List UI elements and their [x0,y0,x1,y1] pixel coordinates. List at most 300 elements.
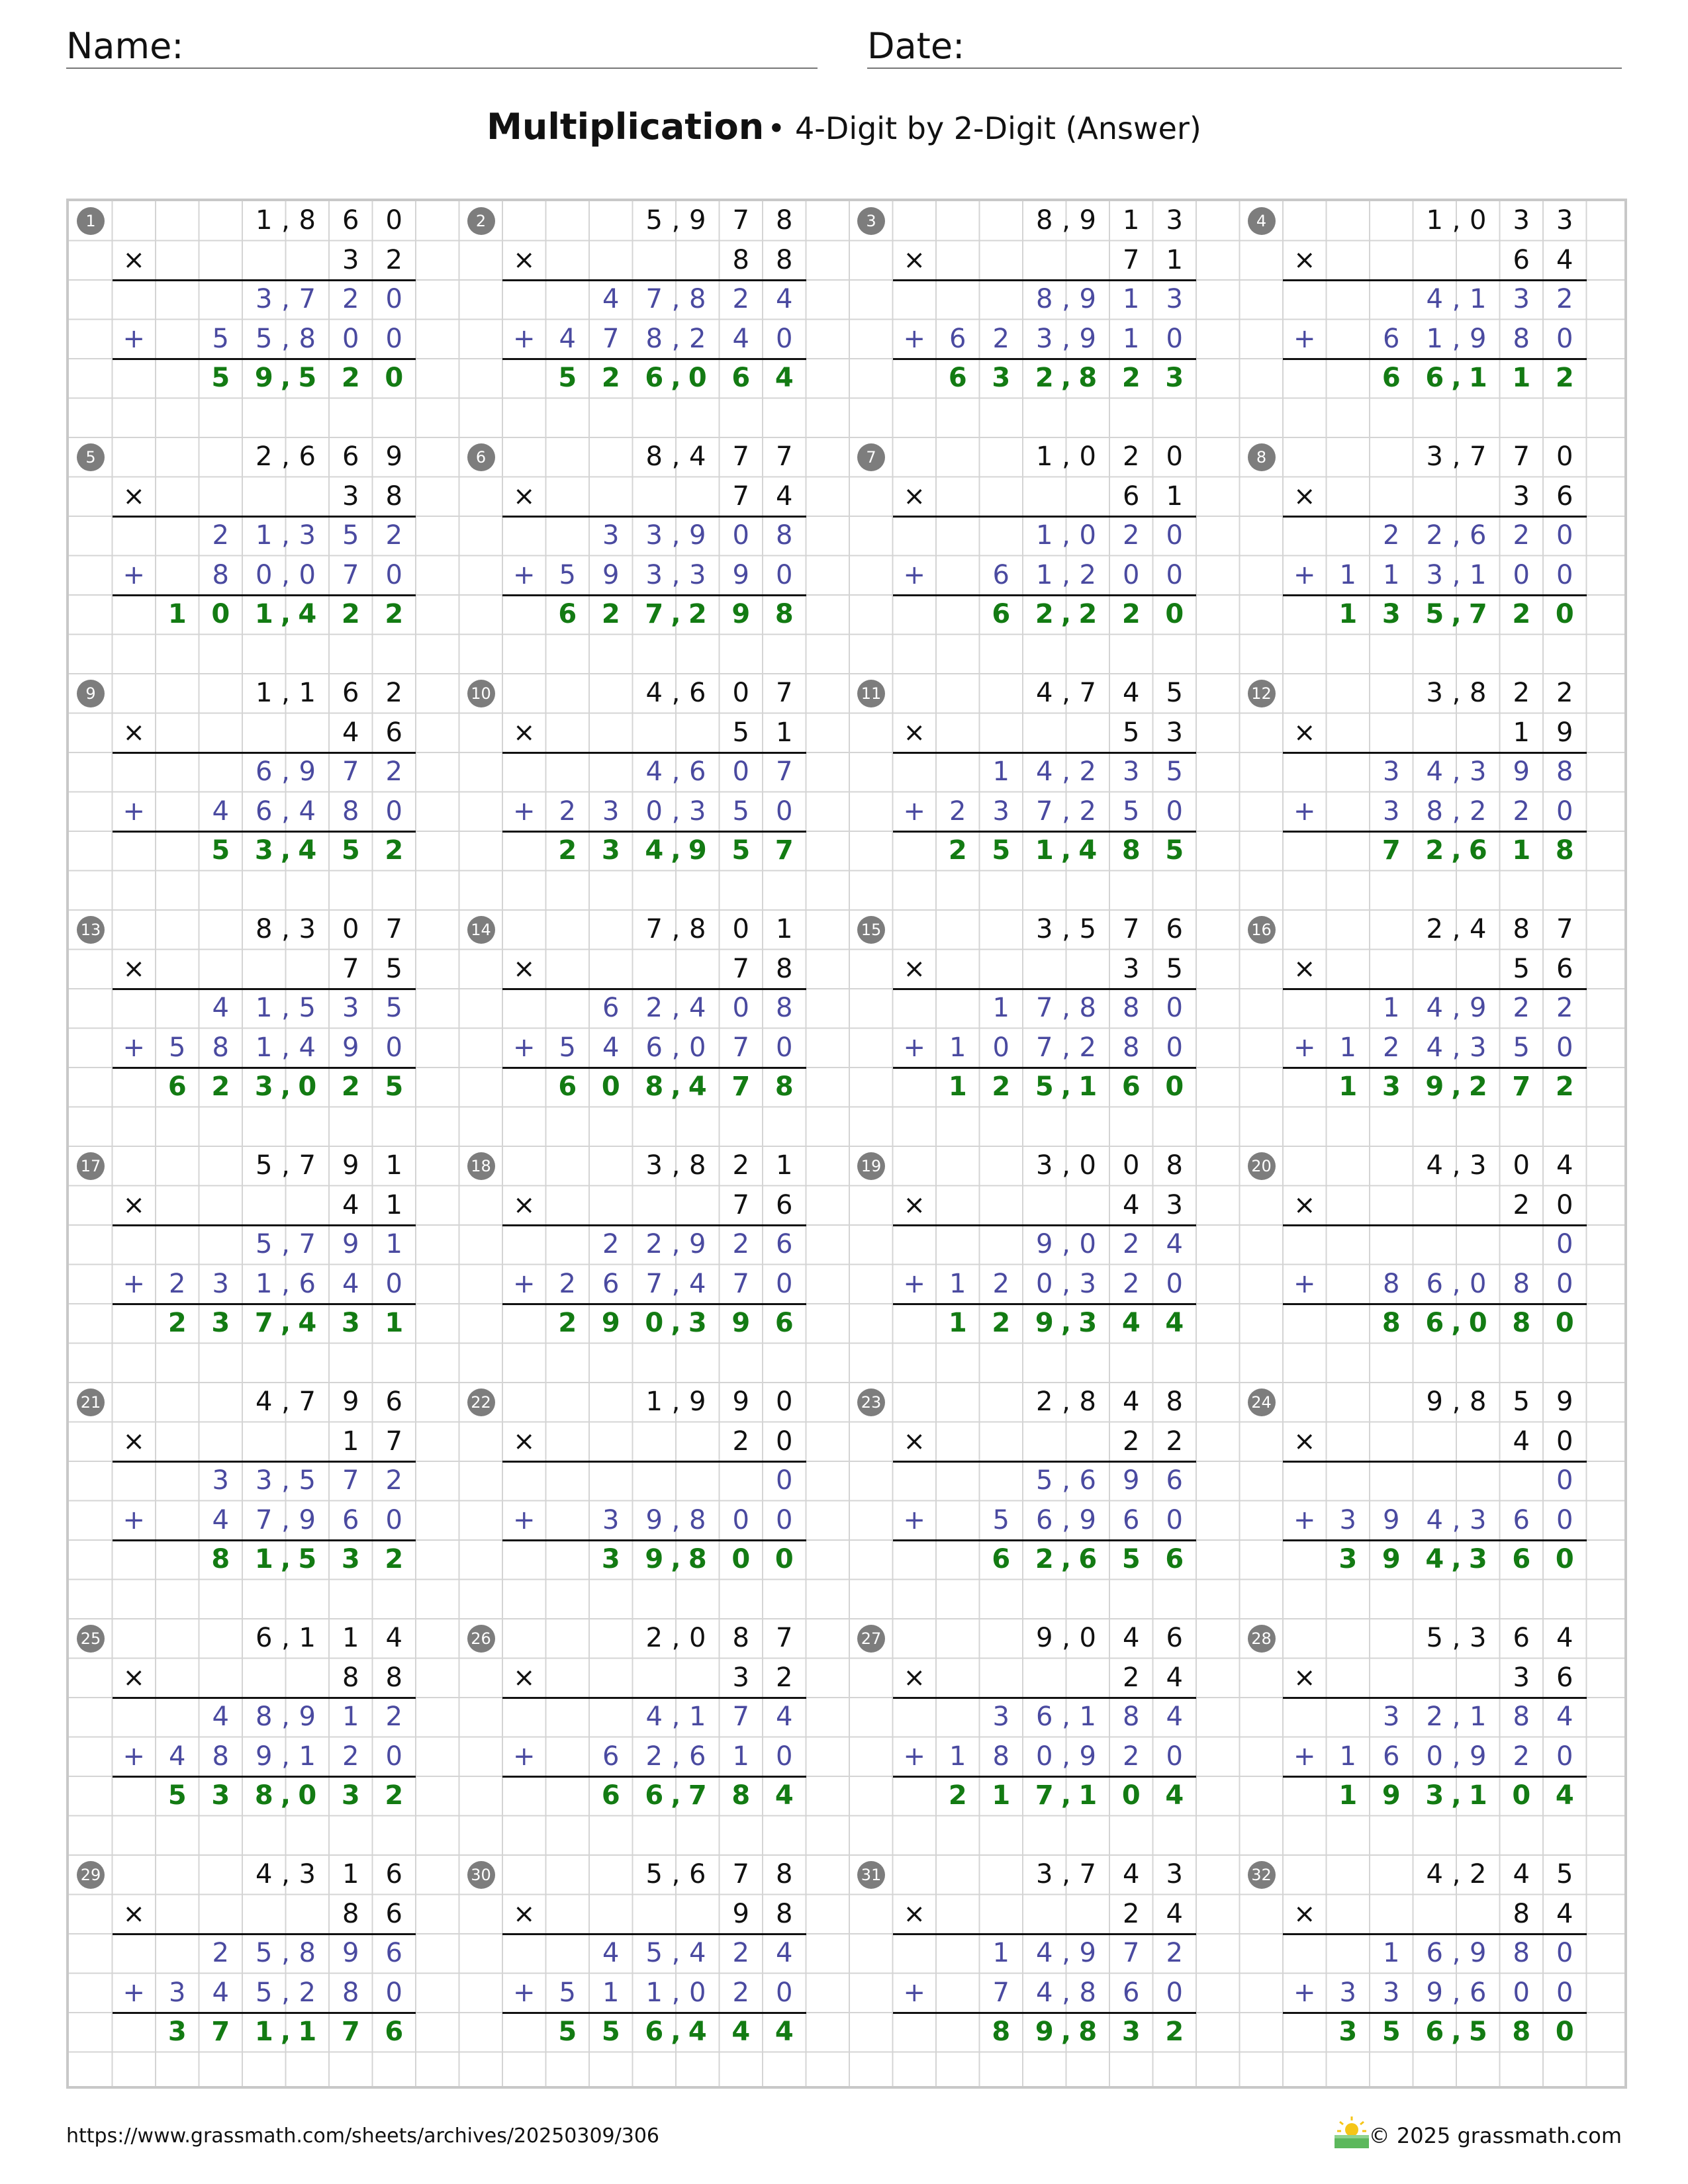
multiplier-digit: 4 [342,717,359,748]
answer-comma: , [1451,363,1462,393]
footer-url: https://www.grassmath.com/sheets/archives/20250309/306 [66,2124,660,2148]
partial-product-1-comma: , [1452,520,1461,551]
multiplicand-digit: 0 [1513,1150,1530,1181]
answer-digit: 4 [774,363,794,393]
answer-digit: 5 [558,363,577,393]
times-sign: × [512,717,536,748]
multiplicand-digit: 8 [1036,205,1053,236]
multiplier-digit: 1 [1513,717,1530,748]
partial-product-2-digit: 0 [1166,1977,1183,2008]
partial-product-2-digit: 2 [732,1977,749,2008]
partial-product-2-digit: 9 [602,559,620,590]
problem-number-badge: 31 [857,1861,885,1889]
plus-sign: + [903,323,925,354]
sum-rule [502,2012,806,2014]
partial-product-1-digit: 6 [1079,1465,1096,1496]
multiplier-digit: 3 [1513,480,1530,512]
answer-digit: 8 [1121,835,1141,866]
multiplicand-digit: 7 [299,1387,316,1417]
partial-product-2-digit: 0 [992,1032,1009,1063]
partial-product-2-digit: 2 [169,1268,186,1299]
times-sign: × [1293,480,1316,512]
partial-product-2-digit: 6 [1470,1977,1487,2008]
partial-product-1-digit: 4 [212,1702,229,1732]
answer-digit: 0 [1555,599,1574,629]
sum-rule [893,358,1197,360]
partial-product-1-digit: 3 [602,520,620,551]
partial-product-1-digit: 1 [992,756,1009,787]
answer-comma: , [1451,1780,1462,1811]
partial-product-2-digit: 1 [299,1741,316,1772]
multiplicand-digit: 1 [342,1623,359,1653]
multiplier-digit: 2 [1123,1662,1140,1693]
partial-product-1-digit: 4 [645,756,663,787]
partial-product-2-digit: 5 [732,796,749,827]
partial-product-2-digit: 9 [1079,323,1096,354]
answer-digit: 1 [1078,1071,1098,1102]
date-line[interactable] [867,68,1622,69]
partial-product-1-digit: 3 [1383,1702,1400,1732]
answer-digit: 5 [298,363,317,393]
multiplicand-comma: , [671,914,680,944]
name-line[interactable] [66,68,818,69]
partial-product-2-digit: 0 [1166,1268,1183,1299]
partial-product-1-digit: 3 [1513,284,1530,314]
answer-digit: 0 [1512,1780,1531,1811]
partial-product-1-digit: 4 [1556,1702,1573,1732]
answer-digit: 1 [1338,1071,1358,1102]
multiplicand-digit: 3 [1470,1623,1487,1653]
sum-rule [113,752,416,754]
sum-rule [113,358,416,360]
multiplicand-digit: 4 [689,441,706,472]
answer-digit: 7 [1035,1780,1054,1811]
problem-number-badge: 26 [467,1625,495,1653]
answer-digit: 3 [992,363,1011,393]
multiplier-digit: 8 [1513,1898,1530,1929]
name-label: Name: [66,25,184,67]
partial-product-2-digit: 2 [1079,1032,1096,1063]
partial-product-2-digit: 0 [256,559,273,590]
partial-product-2-digit: 5 [1513,1032,1530,1063]
partial-product-1-comma: , [1062,993,1070,1023]
problem-number-badge: 12 [1248,680,1276,707]
partial-product-1-digit: 2 [385,756,402,787]
multiplicand-digit: 0 [1079,1150,1096,1181]
partial-product-1-comma: , [1452,1938,1461,1968]
partial-product-1-digit: 1 [1470,1702,1487,1732]
partial-product-1-digit: 8 [1513,1702,1530,1732]
answer-digit: 6 [645,2017,664,2047]
partial-product-1-digit: 1 [1383,1938,1400,1968]
partial-product-2-comma: , [1062,796,1070,827]
answer-digit: 1 [254,599,273,629]
partial-product-2-digit: 1 [1426,323,1443,354]
answer-digit: 2 [601,363,620,393]
multiplicand-digit: 6 [299,441,316,472]
sum-rule [113,594,416,596]
partial-product-1-digit: 2 [1556,284,1573,314]
partial-product-1-digit: 6 [385,1938,402,1968]
partial-product-1-digit: 8 [1123,993,1140,1023]
times-sign: × [903,953,925,984]
multiplicand-digit: 7 [732,205,749,236]
partial-product-1-digit: 2 [1383,520,1400,551]
plus-sign: + [122,1977,145,2008]
partial-product-2-digit: 3 [1470,1032,1487,1063]
answer-digit: 5 [992,835,1011,866]
sum-rule [502,1224,806,1226]
plus-sign: + [903,559,925,590]
multiplicand-digit: 6 [1166,914,1183,944]
partial-product-2-digit: 6 [992,559,1009,590]
partial-product-2-comma: , [281,323,290,354]
partial-product-1-comma: , [281,756,290,787]
plus-sign: + [903,1268,925,1299]
partial-product-1-digit: 2 [385,520,402,551]
partial-product-2-digit: 4 [732,323,749,354]
answer-digit: 2 [385,1780,404,1811]
problem-number-badge: 16 [1248,916,1276,944]
multiplier-digit: 4 [1123,1189,1140,1220]
partial-product-1-comma: , [281,1702,290,1732]
partial-product-2-digit: 3 [1383,1977,1400,2008]
partial-product-1-digit: 3 [1123,756,1140,787]
plus-sign: + [1293,1032,1316,1063]
partial-product-1-digit: 2 [1079,756,1096,787]
partial-product-2-digit: 3 [602,796,620,827]
problem-number-badge: 11 [857,680,885,707]
partial-product-2-digit: 3 [645,559,663,590]
multiplier-digit: 2 [1166,1426,1183,1457]
sum-rule [502,1697,806,1699]
partial-product-1-digit: 2 [342,284,359,314]
partial-product-2-digit: 0 [1166,559,1183,590]
multiplier-digit: 4 [1166,1662,1183,1693]
sum-rule [113,831,416,833]
answer-digit: 3 [167,2017,187,2047]
plus-sign: + [1293,323,1316,354]
answer-digit: 9 [254,363,273,393]
answer-digit: 0 [688,363,707,393]
partial-product-1-digit: 0 [1166,993,1183,1023]
answer-digit: 4 [774,2017,794,2047]
partial-product-2-digit: 8 [212,559,229,590]
answer-digit: 7 [1512,1071,1531,1102]
partial-product-2-digit: 1 [1339,559,1356,590]
partial-product-1-digit: 6 [602,993,620,1023]
times-sign: × [1293,1898,1316,1929]
partial-product-1-comma: , [281,1465,290,1496]
partial-product-1-digit: 3 [212,1465,229,1496]
answer-digit: 2 [992,1071,1011,1102]
partial-product-1-digit: 1 [385,1229,402,1259]
multiplier-digit: 2 [1513,1189,1530,1220]
sum-rule [1283,2012,1587,2014]
partial-product-1-digit: 1 [342,1702,359,1732]
answer-comma: , [280,1544,291,1574]
multiplier-digit: 3 [732,1662,749,1693]
multiplicand-digit: 6 [385,1859,402,1889]
partial-product-2-digit: 9 [645,1504,663,1535]
multiplier-digit: 3 [1513,1662,1530,1693]
partial-product-2-comma: , [281,1032,290,1063]
multiplier-digit: 6 [385,717,402,748]
partial-product-2-digit: 0 [1470,1268,1487,1299]
multiplicand-digit: 3 [1036,1859,1053,1889]
partial-product-2-digit: 0 [1036,1741,1053,1772]
partial-product-1-digit: 8 [299,1938,316,1968]
partial-product-1-digit: 7 [299,284,316,314]
partial-product-1-digit: 9 [342,1938,359,1968]
answer-digit: 8 [774,1071,794,1102]
times-sign: × [122,953,145,984]
multiplicand-digit: 0 [776,1387,793,1417]
multiplicand-comma: , [1062,914,1070,944]
partial-product-1-digit: 1 [1383,993,1400,1023]
answer-digit: 6 [774,1308,794,1338]
answer-digit: 6 [1382,363,1401,393]
partial-product-2-comma: , [1062,323,1070,354]
sum-rule [113,988,416,990]
multiplier-digit: 1 [776,717,793,748]
answer-digit: 3 [601,835,620,866]
partial-product-1-digit: 2 [1513,993,1530,1023]
partial-product-1-digit: 2 [645,993,663,1023]
partial-product-2-comma: , [1452,1977,1461,2008]
sum-rule [1283,1697,1587,1699]
sum-rule [893,1539,1197,1541]
answer-comma: , [1451,599,1462,629]
answer-digit: 2 [341,363,360,393]
multiplicand-digit: 7 [1470,441,1487,472]
partial-product-2-digit: 5 [1123,796,1140,827]
times-sign: × [122,1662,145,1693]
partial-product-2-digit: 8 [299,323,316,354]
partial-product-2-digit: 0 [299,559,316,590]
multiplicand-digit: 0 [732,914,749,944]
partial-product-2-digit: 7 [732,1032,749,1063]
multiplicand-digit: 2 [732,1150,749,1181]
answer-digit: 5 [1165,835,1184,866]
multiplier-digit: 4 [1556,1898,1573,1929]
answer-digit: 6 [948,363,967,393]
partial-product-2-comma: , [1062,559,1070,590]
answer-digit: 6 [992,599,1011,629]
multiplier-digit: 8 [342,1662,359,1693]
answer-digit: 6 [167,1071,187,1102]
multiplier-digit: 0 [1556,1189,1573,1220]
multiplicand-digit: 1 [776,1150,793,1181]
partial-product-2-digit: 4 [212,1504,229,1535]
partial-product-1-digit: 5 [299,1465,316,1496]
title-main: Multiplication [487,106,765,148]
multiplicand-digit: 7 [732,441,749,472]
partial-product-2-digit: 6 [342,1504,359,1535]
answer-digit: 3 [341,1308,360,1338]
multiplier-digit: 6 [776,1189,793,1220]
problem-number-badge: 32 [1248,1861,1276,1889]
partial-product-2-digit: 2 [1123,1268,1140,1299]
partial-product-2-digit: 0 [385,1504,402,1535]
answer-digit: 6 [1425,363,1444,393]
answer-digit: 3 [1338,2017,1358,2047]
answer-digit: 0 [298,1071,317,1102]
answer-digit: 0 [645,1308,664,1338]
answer-digit: 2 [558,835,577,866]
multiplicand-digit: 8 [689,1150,706,1181]
partial-product-1-comma: , [1452,1702,1461,1732]
multiplier-digit: 4 [1556,244,1573,275]
partial-product-2-comma: , [671,559,680,590]
multiplicand-digit: 4 [1426,1859,1443,1889]
partial-product-2-comma: , [1452,1032,1461,1063]
sum-rule [113,1933,416,1935]
partial-product-2-digit: 2 [949,796,966,827]
partial-product-1-digit: 3 [1470,756,1487,787]
problem-number-badge: 9 [77,680,105,707]
answer-comma: , [1451,1071,1462,1102]
times-sign: × [512,1662,536,1693]
footer-copyright: © 2025 grassmath.com [1368,2123,1622,2148]
problem-number-badge: 20 [1248,1152,1276,1180]
partial-product-2-digit: 8 [1383,1268,1400,1299]
partial-product-2-digit: 0 [776,1268,793,1299]
answer-digit: 0 [1121,1780,1141,1811]
worksheet-title [0,106,1688,148]
answer-digit: 0 [1555,1544,1574,1574]
partial-product-1-digit: 6 [1470,520,1487,551]
answer-comma: , [280,2017,291,2047]
answer-digit: 2 [385,835,404,866]
partial-product-2-digit: 7 [256,1504,273,1535]
partial-product-2-digit: 4 [1426,1032,1443,1063]
multiplicand-comma: , [671,205,680,236]
multiplier-digit: 6 [1513,244,1530,275]
multiplicand-digit: 3 [1036,1150,1053,1181]
times-sign: × [122,244,145,275]
multiplier-digit: 2 [732,1426,749,1457]
partial-product-1-digit: 0 [1556,1229,1573,1259]
partial-product-1-digit: 0 [1079,1229,1096,1259]
sum-rule [1283,1776,1587,1778]
partial-product-2-digit: 0 [1426,1741,1443,1772]
partial-product-2-digit: 8 [689,1504,706,1535]
answer-digit: 5 [167,1780,187,1811]
partial-product-1-digit: 7 [732,1702,749,1732]
multiplicand-digit: 8 [299,205,316,236]
multiplicand-digit: 4 [1123,1623,1140,1653]
partial-product-2-digit: 2 [1513,1741,1530,1772]
partial-product-1-digit: 9 [689,520,706,551]
answer-comma: , [1060,1544,1072,1574]
partial-product-2-digit: 9 [1383,1504,1400,1535]
multiplicand-digit: 0 [1079,1623,1096,1653]
answer-digit: 5 [1425,599,1444,629]
sum-rule [502,1067,806,1069]
problem-number-badge: 4 [1248,207,1276,235]
answer-digit: 2 [341,1071,360,1102]
partial-product-1-digit: 2 [1123,520,1140,551]
partial-product-2-digit: 6 [1426,1268,1443,1299]
partial-product-2-digit: 2 [1079,559,1096,590]
multiplicand-digit: 5 [1426,1623,1443,1653]
multiplicand-digit: 9 [689,205,706,236]
answer-comma: , [1451,2017,1462,2047]
multiplicand-digit: 5 [1513,1387,1530,1417]
answer-digit: 4 [1078,835,1098,866]
partial-product-2-comma: , [281,559,290,590]
partial-product-1-digit: 8 [689,284,706,314]
partial-product-2-comma: , [281,1504,290,1535]
multiplier-digit: 1 [1166,244,1183,275]
partial-product-2-comma: , [1062,1977,1070,2008]
partial-product-1-digit: 4 [689,1938,706,1968]
partial-product-2-digit: 6 [299,1268,316,1299]
partial-product-2-digit: 0 [1166,323,1183,354]
partial-product-2-digit: 7 [992,1977,1009,2008]
answer-digit: 0 [385,363,404,393]
multiplier-digit: 1 [1166,480,1183,512]
multiplicand-comma: , [1452,678,1461,708]
answer-digit: 5 [1382,2017,1401,2047]
answer-digit: 1 [254,1544,273,1574]
partial-product-2-digit: 0 [1556,559,1573,590]
sum-rule [113,1224,416,1226]
partial-product-2-digit: 8 [212,1741,229,1772]
answer-digit: 3 [688,1308,707,1338]
answer-digit: 2 [1555,363,1574,393]
answer-digit: 3 [1078,1308,1098,1338]
answer-digit: 5 [385,1071,404,1102]
sum-rule [893,1461,1197,1463]
sum-rule [502,1303,806,1305]
partial-product-1-digit: 4 [1036,1938,1053,1968]
sum-rule [1283,752,1587,754]
multiplier-digit: 4 [342,1189,359,1220]
multiplicand-digit: 7 [776,441,793,472]
sum-rule [1283,1067,1587,1069]
answer-digit: 0 [1165,1071,1184,1102]
multiplicand-digit: 8 [256,914,273,944]
partial-product-1-digit: 7 [1036,993,1053,1023]
answer-digit: 4 [1121,1308,1141,1338]
answer-digit: 4 [645,835,664,866]
answer-digit: 8 [1512,2017,1531,2047]
partial-product-2-digit: 0 [1166,796,1183,827]
partial-product-2-digit: 0 [385,1977,402,2008]
times-sign: × [903,1662,925,1693]
partial-product-1-digit: 3 [342,993,359,1023]
multiplicand-digit: 0 [1123,1150,1140,1181]
answer-comma: , [280,835,291,866]
partial-product-2-digit: 6 [1036,1504,1053,1535]
answer-digit: 1 [1338,1780,1358,1811]
sum-rule [893,516,1197,518]
partial-product-2-digit: 9 [256,1741,273,1772]
multiplicand-digit: 7 [1123,914,1140,944]
times-sign: × [512,1189,536,1220]
sum-rule [502,279,806,281]
multiplicand-digit: 7 [1079,1859,1096,1889]
partial-product-2-digit: 7 [645,1268,663,1299]
answer-comma: , [671,1780,681,1811]
multiplicand-comma: , [281,1623,290,1653]
partial-product-2-digit: 6 [949,323,966,354]
plus-sign: + [1293,1741,1316,1772]
times-sign: × [1293,717,1316,748]
times-sign: × [1293,1662,1316,1693]
